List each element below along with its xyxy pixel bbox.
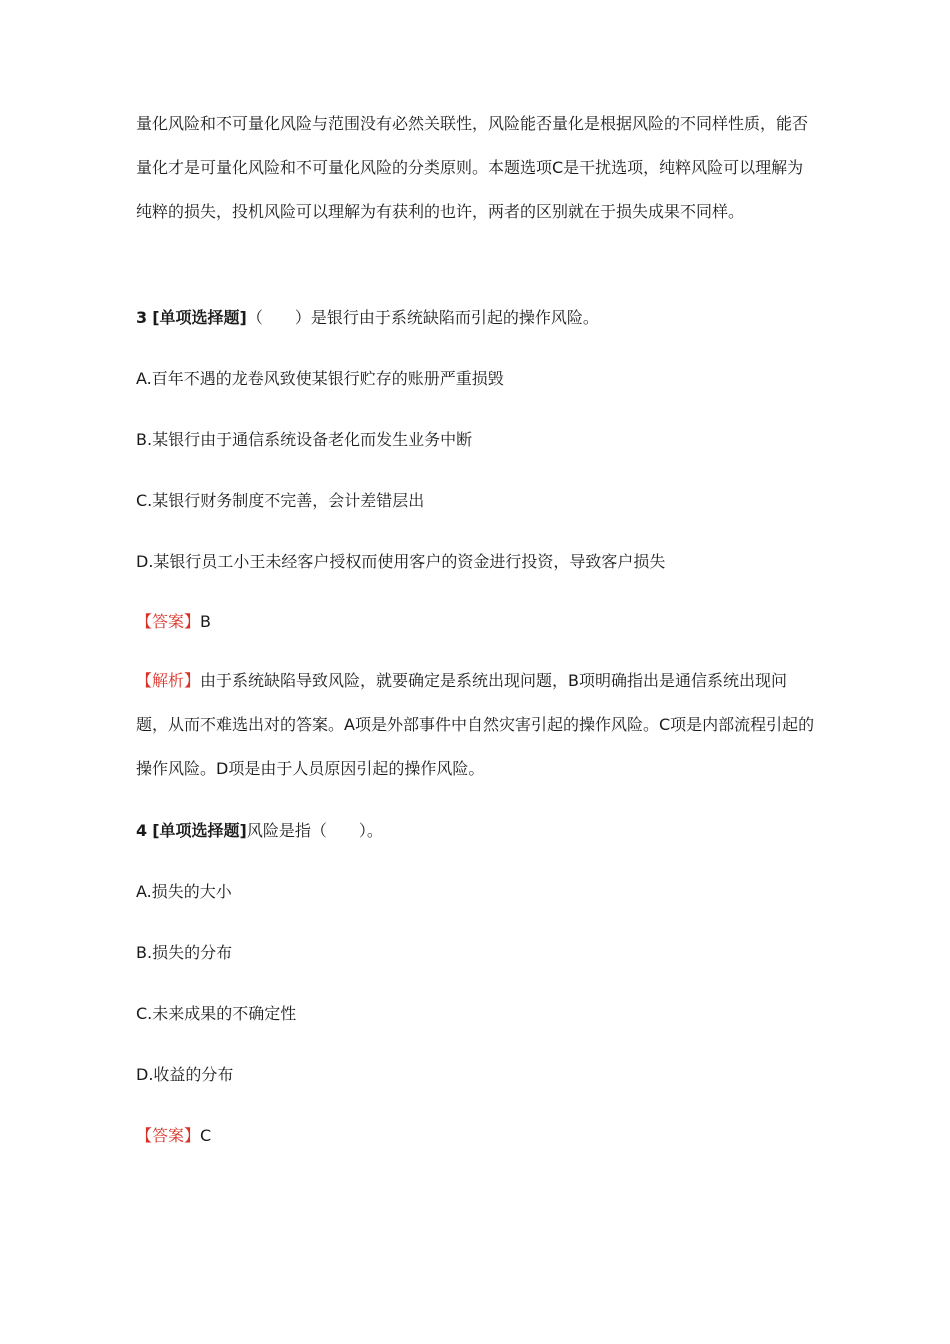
- question-number: 4: [136, 821, 148, 840]
- option-b: B.某银行由于通信系统设备老化而发生业务中断: [136, 430, 473, 449]
- question-type: [单项选择题]: [152, 821, 247, 840]
- answer-label: 【答案】: [136, 1126, 201, 1145]
- analysis-label: 【解析】: [136, 671, 201, 690]
- analysis-paragraph: [136, 659, 816, 791]
- question-number: 3: [136, 308, 148, 327]
- analysis-text: 由于系统缺陷导致风险，就要确定是系统出现问题，B项明确指出是通信系统出现问题，从而不难选出对的答案。A项是外部事件中自然灾害引起的操作风险。C项是内部流程引起的操作风险。D项是由于人员原因引起的操作风险。: [136, 671, 815, 778]
- answer-line: [136, 610, 826, 634]
- option-c: C.某银行财务制度不完善，会计差错层出: [136, 491, 425, 510]
- option-c: C.未来成果的不确定性: [136, 1004, 297, 1023]
- question-stem: （ ）是银行由于系统缺陷而引起的操作风险。: [246, 308, 599, 327]
- option-d: D.收益的分布: [136, 1065, 234, 1084]
- question-4-heading: [136, 819, 826, 843]
- answer-line: [136, 1124, 826, 1148]
- option-d: D.某银行员工小王未经客户授权而使用客户的资金进行投资，导致客户损失: [136, 552, 666, 571]
- answer-value: B: [200, 612, 211, 631]
- option-a: A.百年不遇的龙卷风致使某银行贮存的账册严重损毁: [136, 369, 504, 388]
- question-3-heading: [136, 306, 826, 330]
- option-b: B.损失的分布: [136, 943, 233, 962]
- prior-explanation-paragraph: 量化风险和不可量化风险与范围没有必然关联性，风险能否量化是根据风险的不同样性质，能否量化才是可量化风险和不可量化风险的分类原则。本题选项C是干扰选项，纯粹风险可以理解为纯粹的损失，投机风险可以理解为有获利的也许，两者的区别就在于损失成果不同样。: [136, 114, 809, 221]
- question-stem: 风险是指（ ）。: [246, 821, 383, 840]
- answer-label: 【答案】: [136, 612, 201, 631]
- answer-value: C: [200, 1126, 212, 1145]
- option-a: A.损失的大小: [136, 882, 232, 901]
- question-type: [单项选择题]: [152, 308, 247, 327]
